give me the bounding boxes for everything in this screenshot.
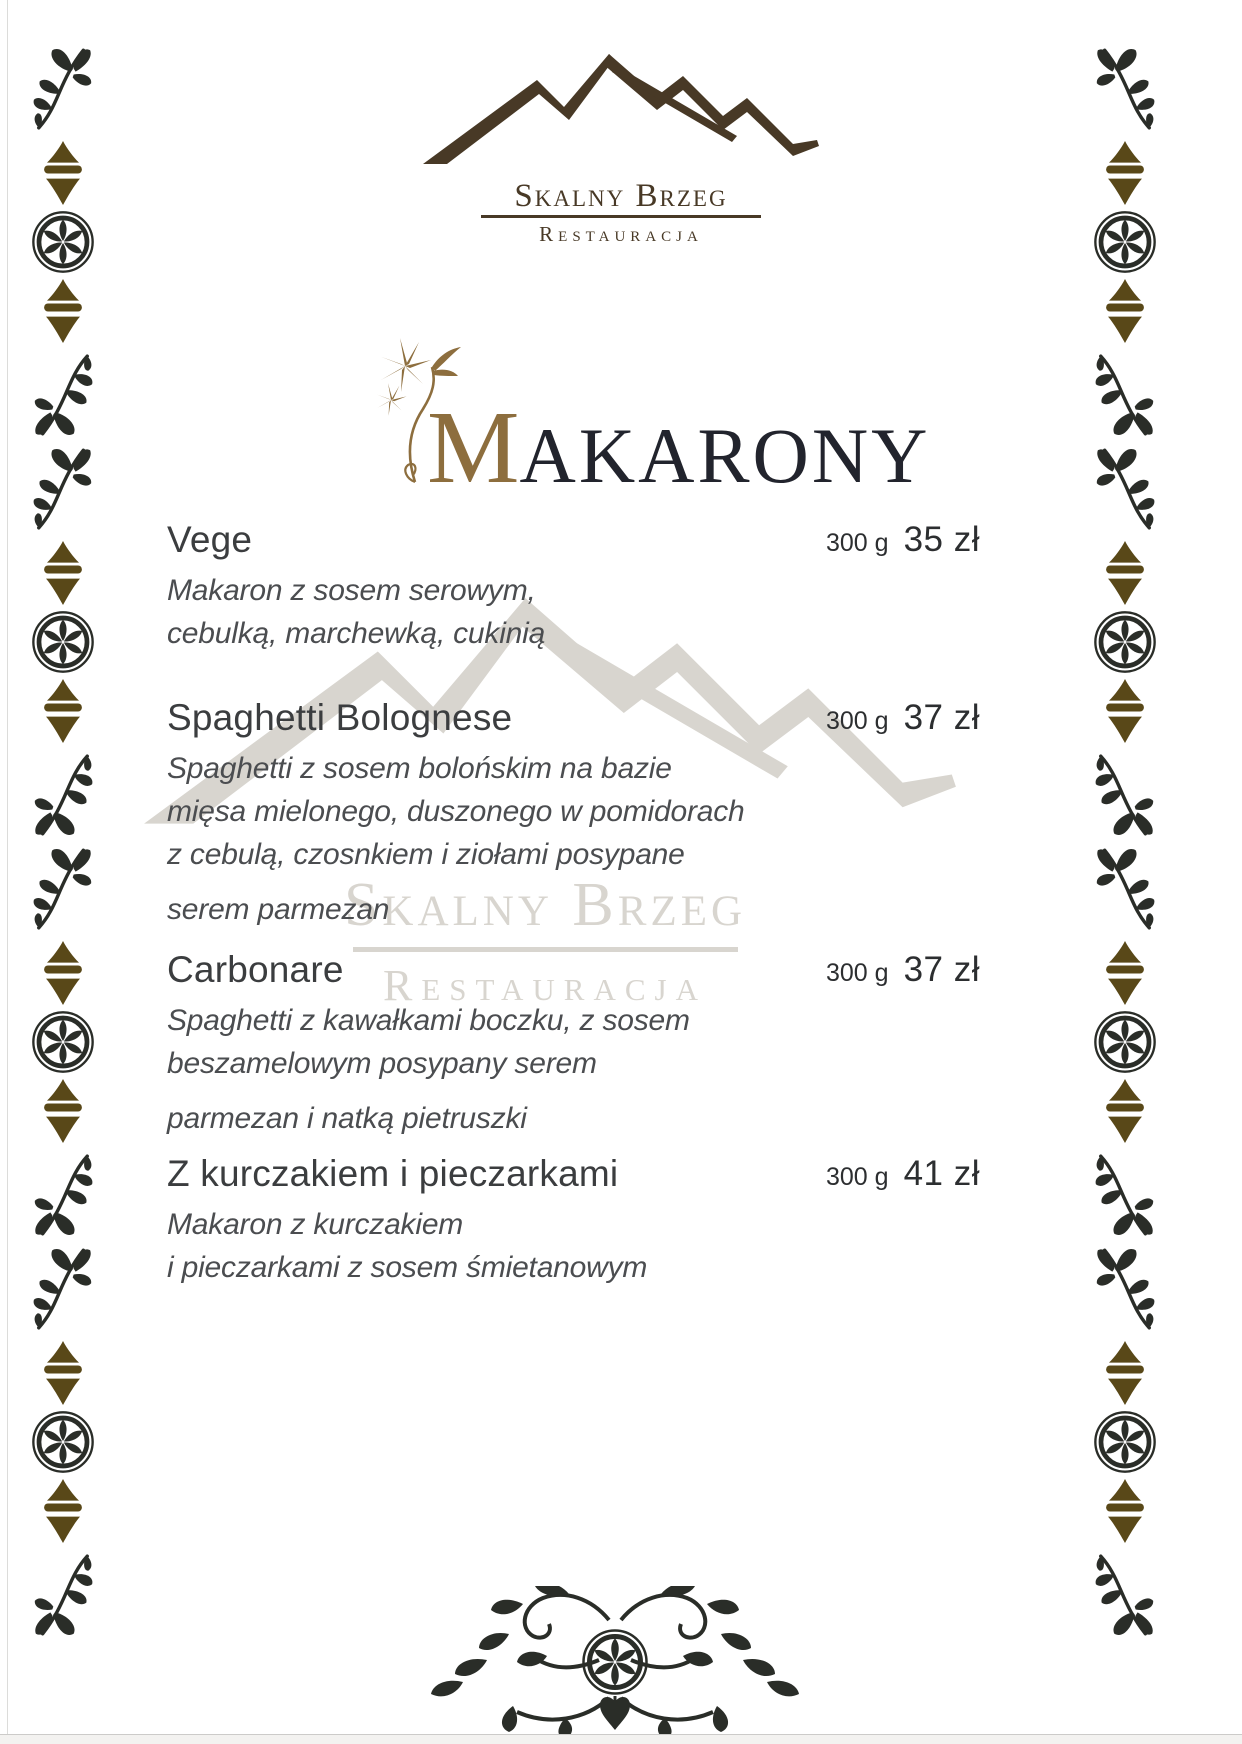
item-price: 35 zł (903, 520, 980, 559)
vine-flower-ornament-icon (31, 444, 95, 536)
item-weight: 300 g (826, 959, 889, 987)
rosette-ornament-icon (31, 1410, 95, 1474)
diamond-ornament-icon (36, 1340, 90, 1406)
diamond-ornament-icon (36, 1478, 90, 1544)
rosette-ornament-icon (31, 610, 95, 674)
item-description-line: Spaghetti z sosem bolońskim na bazie (167, 752, 672, 785)
menu-item (167, 518, 807, 655)
vine-flower-ornament-icon (31, 1148, 95, 1240)
item-name: Carbonare (167, 949, 344, 990)
diamond-ornament-icon (1098, 678, 1152, 744)
item-price-row (826, 950, 980, 990)
item-description-line: parmezan i natką pietruszki (167, 1102, 527, 1135)
diamond-ornament-icon (1098, 540, 1152, 606)
bottom-flourish-icon (425, 1586, 805, 1738)
rosette-ornament-icon (1093, 1010, 1157, 1074)
watermark-subtitle: Restauracja (383, 961, 707, 1010)
vine-flower-ornament-icon (1093, 1244, 1157, 1336)
diamond-ornament-icon (36, 140, 90, 206)
item-name: Vege (167, 519, 253, 560)
vine-flower-ornament-icon (31, 1548, 95, 1640)
item-description (167, 999, 807, 1140)
item-description-line: z cebulą, czosnkiem i ziołami posypane (167, 838, 685, 871)
item-price-row (826, 1154, 980, 1194)
watermark-name: Skalny Brzeg (343, 871, 747, 939)
item-name: Spaghetti Bolognese (167, 697, 513, 738)
item-price: 41 zł (903, 1154, 980, 1193)
vine-flower-ornament-icon (31, 844, 95, 936)
restaurant-subtitle: Restauracja (539, 222, 703, 246)
item-description-line: beszamelowym posypany serem (167, 1047, 597, 1080)
section-heading-makarony (427, 390, 931, 505)
logo-divider (481, 215, 761, 218)
item-price: 37 zł (903, 950, 980, 989)
item-description (167, 747, 807, 931)
diamond-ornament-icon (1098, 140, 1152, 206)
item-description-line: Makaron z sosem serowym, (167, 574, 536, 607)
rosette-ornament-icon (31, 1010, 95, 1074)
menu-item (167, 1152, 807, 1289)
rosette-ornament-icon (31, 210, 95, 274)
item-description-line: Makaron z kurczakiem (167, 1208, 464, 1241)
item-description-line: mięsa mielonego, duszonego w pomidorach (167, 795, 745, 828)
vine-flower-ornament-icon (31, 1244, 95, 1336)
diamond-ornament-icon (36, 540, 90, 606)
item-price-row (826, 698, 980, 738)
restaurant-logo (411, 52, 831, 246)
section-title: AKARONY (519, 412, 931, 499)
diamond-ornament-icon (1098, 1340, 1152, 1406)
item-price-row (826, 520, 980, 560)
rosette-ornament-icon (1093, 610, 1157, 674)
vine-flower-ornament-icon (1093, 844, 1157, 936)
item-weight: 300 g (826, 707, 889, 735)
floral-sprig-icon (377, 338, 465, 486)
item-price: 37 zł (903, 698, 980, 737)
vine-flower-ornament-icon (31, 348, 95, 440)
rosette-ornament-icon (1093, 1410, 1157, 1474)
ornament-border-right (1090, 44, 1160, 1640)
diamond-ornament-icon (1098, 278, 1152, 344)
diamond-ornament-icon (36, 278, 90, 344)
item-description (167, 569, 807, 655)
item-weight: 300 g (826, 1163, 889, 1191)
diamond-ornament-icon (36, 1078, 90, 1144)
vine-flower-ornament-icon (1093, 1148, 1157, 1240)
menu-item (167, 696, 807, 931)
restaurant-name: Skalny Brzeg (514, 178, 728, 214)
item-name: Z kurczakiem i pieczarkami (167, 1153, 619, 1194)
item-description (167, 1203, 807, 1289)
menu-item (167, 948, 807, 1140)
section-title-initial: M (427, 390, 520, 505)
vine-flower-ornament-icon (31, 748, 95, 840)
diamond-ornament-icon (36, 940, 90, 1006)
diamond-ornament-icon (1098, 1478, 1152, 1544)
vine-flower-ornament-icon (1093, 44, 1157, 136)
diamond-ornament-icon (1098, 940, 1152, 1006)
item-weight: 300 g (826, 529, 889, 557)
rosette-ornament-icon (1093, 210, 1157, 274)
vine-flower-ornament-icon (31, 44, 95, 136)
item-description-line: cebulką, marchewką, cukinią (167, 617, 546, 650)
item-description-line: serem parmezan (167, 893, 390, 926)
page-edge-left (7, 0, 8, 1744)
ornament-border-left (28, 44, 98, 1640)
mountain-logo-icon (411, 52, 831, 170)
diamond-ornament-icon (1098, 1078, 1152, 1144)
diamond-ornament-icon (36, 678, 90, 744)
item-description-line: Spaghetti z kawałkami boczku, z sosem (167, 1004, 690, 1037)
vine-flower-ornament-icon (1093, 348, 1157, 440)
vine-flower-ornament-icon (1093, 1548, 1157, 1640)
item-description-line: i pieczarkami z sosem śmietanowym (167, 1251, 648, 1284)
page-edge-bottom (0, 1734, 1242, 1744)
vine-flower-ornament-icon (1093, 748, 1157, 840)
vine-flower-ornament-icon (1093, 444, 1157, 536)
